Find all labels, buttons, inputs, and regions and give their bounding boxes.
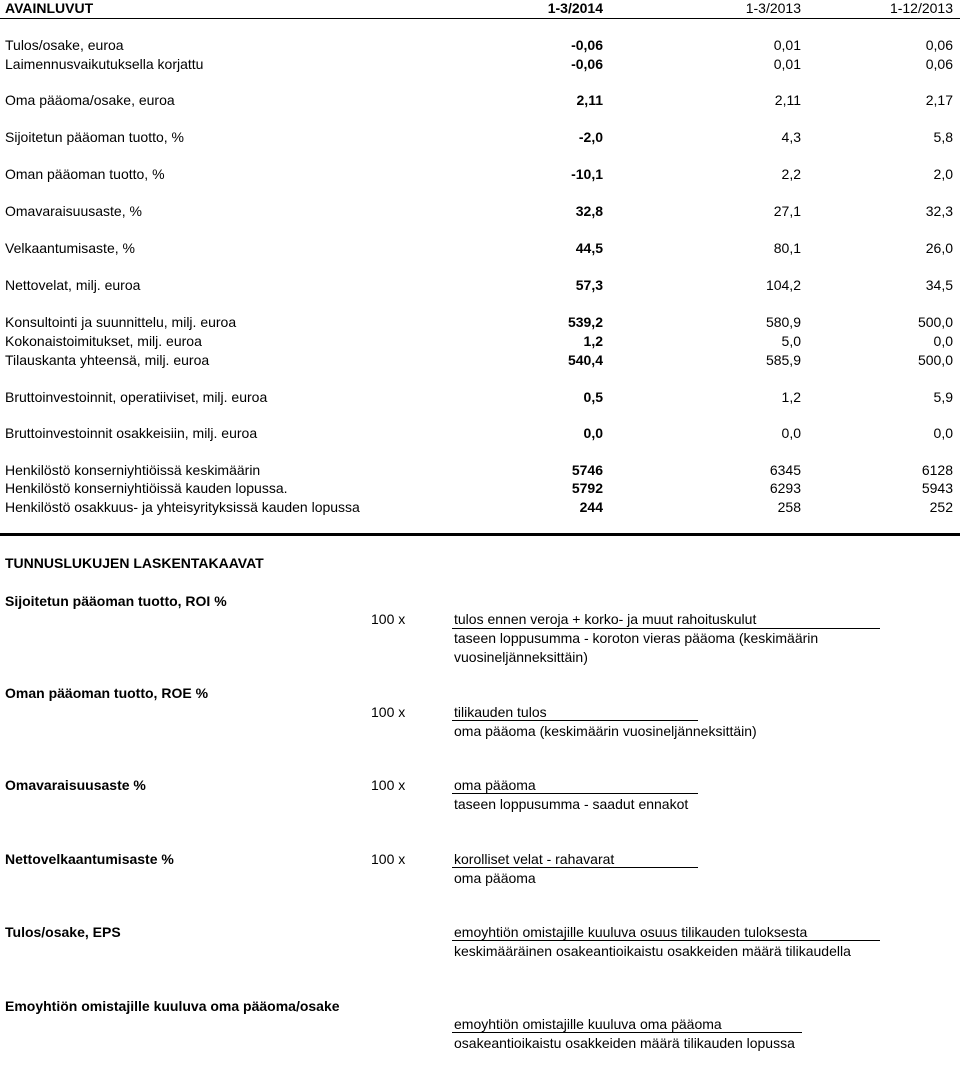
table-title: AVAINLUVUT (5, 0, 94, 16)
formula-multiplier: 100 x (371, 851, 406, 867)
value-1-12-2013: 500,0 (917, 352, 953, 368)
table-row (0, 313, 960, 331)
fraction-line (452, 940, 880, 941)
formula-name-equity-ratio: Omavaraisuusaste % (5, 777, 146, 793)
value-1-3-2014: -2,0 (578, 129, 603, 145)
formulas-title: TUNNUSLUKUJEN LASKENTAKAAVAT (5, 555, 264, 571)
value-1-3-2014: 0,5 (583, 389, 603, 405)
formula-name-roi: Sijoitetun pääoman tuotto, ROI % (5, 593, 227, 609)
value-1-3-2014: 540,4 (567, 352, 603, 368)
value-1-12-2013: 32,3 (925, 203, 953, 219)
formula-numerator: oma pääoma (454, 777, 536, 793)
value-1-3-2013: 2,2 (781, 166, 801, 182)
fraction-line (452, 1032, 802, 1033)
formula-numerator: tilikauden tulos (454, 704, 547, 720)
formula-numerator: korolliset velat - rahavarat (454, 851, 615, 867)
value-1-3-2013: 6293 (769, 480, 801, 496)
row-label: Sijoitetun pääoman tuotto, % (5, 129, 185, 145)
table-row (0, 91, 960, 109)
value-1-12-2013: 5,9 (933, 389, 953, 405)
value-1-12-2013: 500,0 (917, 314, 953, 330)
value-1-3-2013: 0,0 (781, 425, 801, 441)
formula-denominator: taseen loppusumma - koroton vieras pääoma (keskimäärin vuosineljänneksittäin) (454, 630, 819, 665)
formula-denominator: osakeantioikaistu osakkeiden määrä tilikauden lopussa (454, 1035, 795, 1051)
table-row (0, 276, 960, 294)
row-label: Henkilöstö konserniyhtiöissä keskimäärin (5, 462, 261, 478)
value-1-12-2013: 0,0 (933, 333, 953, 349)
formula-multiplier: 100 x (371, 611, 406, 627)
value-1-3-2013: 580,9 (765, 314, 801, 330)
value-1-3-2014: -0,06 (571, 37, 603, 53)
row-label: Omavaraisuusaste, % (5, 203, 142, 219)
row-label: Oman pääoman tuotto, % (5, 166, 165, 182)
value-1-3-2013: 0,01 (773, 56, 801, 72)
row-label: Velkaantumisaste, % (5, 240, 135, 256)
table-row (0, 479, 960, 497)
value-1-3-2014: 0,0 (583, 425, 603, 441)
value-1-12-2013: 0,0 (933, 425, 953, 441)
table-row (0, 498, 960, 516)
row-label: Tulos/osake, euroa (5, 37, 124, 53)
table-row (0, 461, 960, 479)
table-row (0, 202, 960, 220)
value-1-12-2013: 2,0 (933, 166, 953, 182)
formula-numerator: emoyhtiön omistajille kuuluva osuus tilikauden tuloksesta (454, 924, 808, 940)
value-1-12-2013: 26,0 (925, 240, 953, 256)
formula-name-roe: Oman pääoman tuotto, ROE % (5, 685, 209, 701)
table-row (0, 239, 960, 257)
value-1-3-2013: 4,3 (781, 129, 801, 145)
formula-numerator: emoyhtiön omistajille kuuluva oma pääoma (454, 1016, 722, 1032)
value-1-3-2013: 0,01 (773, 37, 801, 53)
value-1-3-2014: 57,3 (575, 277, 603, 293)
row-label: Bruttoinvestoinnit osakkeisiin, milj. euroa (5, 425, 258, 441)
formula-denominator: taseen loppusumma - saadut ennakot (454, 796, 689, 812)
column-header-1-3-2014: 1-3/2014 (547, 0, 603, 16)
formula-name-equity-per-share: Emoyhtiön omistajille kuuluva oma pääoma/osake (5, 998, 340, 1014)
table-row (0, 332, 960, 350)
value-1-3-2014: 244 (579, 499, 603, 515)
value-1-3-2013: 585,9 (765, 352, 801, 368)
row-label: Konsultointi ja suunnittelu, milj. euroa (5, 314, 237, 330)
column-header-1-3-2013: 1-3/2013 (745, 0, 801, 16)
fraction-line (452, 867, 698, 868)
table-header (0, 0, 960, 19)
table-row (0, 165, 960, 183)
table-row (0, 55, 960, 73)
formula-multiplier: 100 x (371, 777, 406, 793)
formula-name-eps: Tulos/osake, EPS (5, 924, 121, 940)
table-row (0, 36, 960, 54)
value-1-3-2014: 539,2 (567, 314, 603, 330)
row-label: Bruttoinvestoinnit, operatiiviset, milj. euroa (5, 389, 268, 405)
value-1-12-2013: 34,5 (925, 277, 953, 293)
table-row (0, 351, 960, 369)
value-1-12-2013: 2,17 (925, 92, 953, 108)
value-1-3-2013: 104,2 (765, 277, 801, 293)
value-1-3-2014: 44,5 (575, 240, 603, 256)
value-1-3-2013: 2,11 (774, 92, 801, 108)
formula-name-gearing: Nettovelkaantumisaste % (5, 851, 174, 867)
row-label: Oma pääoma/osake, euroa (5, 92, 175, 108)
value-1-12-2013: 252 (929, 499, 953, 515)
column-header-1-12-2013: 1-12/2013 (889, 0, 953, 16)
value-1-3-2014: 1,2 (583, 333, 603, 349)
formula-multiplier: 100 x (371, 704, 406, 720)
value-1-3-2014: 2,11 (576, 92, 603, 108)
section-divider (0, 533, 960, 536)
value-1-3-2013: 5,0 (781, 333, 801, 349)
value-1-3-2014: 5746 (571, 462, 603, 478)
fraction-line (452, 793, 698, 794)
value-1-12-2013: 5943 (921, 480, 953, 496)
fraction-line (452, 720, 698, 721)
row-label: Henkilöstö konserniyhtiöissä kauden lopussa. (5, 480, 288, 496)
table-row (0, 388, 960, 406)
value-1-3-2013: 258 (777, 499, 801, 515)
value-1-12-2013: 6128 (921, 462, 953, 478)
value-1-3-2014: 5792 (571, 480, 603, 496)
value-1-12-2013: 0,06 (925, 37, 953, 53)
row-label: Henkilöstö osakkuus- ja yhteisyrityksissä kauden lopussa (5, 499, 360, 515)
value-1-3-2014: 32,8 (575, 203, 603, 219)
table-row (0, 128, 960, 146)
value-1-3-2013: 6345 (769, 462, 801, 478)
row-label: Kokonaistoimitukset, milj. euroa (5, 333, 202, 349)
formula-denominator: oma pääoma (keskimäärin vuosineljänneksittäin) (454, 723, 757, 739)
value-1-3-2013: 1,2 (781, 389, 801, 405)
row-label: Laimennusvaikutuksella korjattu (5, 56, 204, 72)
formula-denominator: oma pääoma (454, 870, 536, 886)
value-1-12-2013: 0,06 (925, 56, 953, 72)
row-label: Nettovelat, milj. euroa (5, 277, 141, 293)
value-1-3-2014: -10,1 (571, 166, 603, 182)
value-1-3-2013: 27,1 (773, 203, 801, 219)
value-1-12-2013: 5,8 (933, 129, 953, 145)
value-1-3-2014: -0,06 (571, 56, 603, 72)
value-1-3-2013: 80,1 (773, 240, 801, 256)
formula-denominator: keskimääräinen osakeantioikaistu osakkeiden määrä tilikaudella (454, 943, 851, 959)
row-label: Tilauskanta yhteensä, milj. euroa (5, 352, 210, 368)
table-row (0, 424, 960, 442)
formula-numerator: tulos ennen veroja + korko- ja muut rahoituskulut (454, 611, 757, 627)
